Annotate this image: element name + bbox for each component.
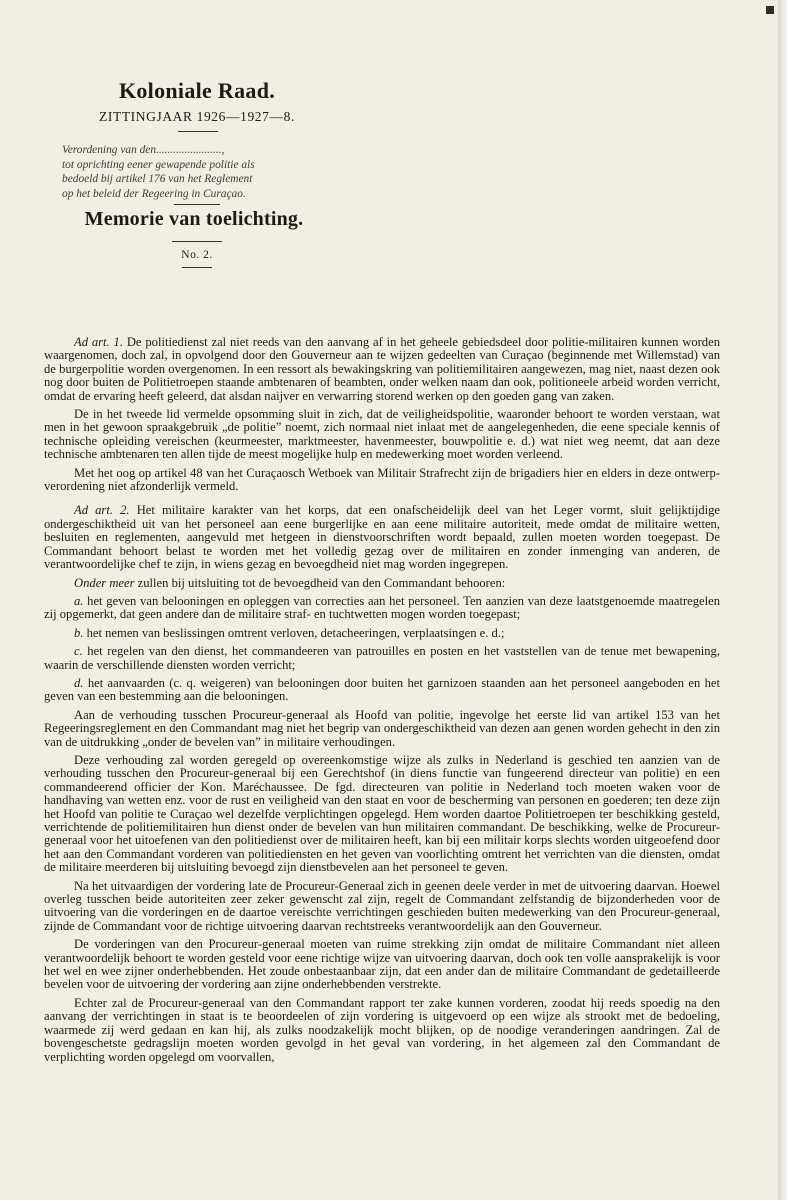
body-paragraph xyxy=(44,645,720,672)
ordinance-line: Verordening van den......................., xyxy=(62,144,225,156)
ordinance-line: bedoeld bij artikel 176 van het Reglement xyxy=(62,173,253,186)
body-paragraph xyxy=(44,880,720,934)
paragraph-lead: a. xyxy=(74,593,84,608)
paragraph-text: Het militaire karakter van het korps, dat een onafscheidelijk deel van het Leger vormt, sluit gelijktijdige ondergeschiktheid uit van het personeel aan eene burgerlijke en aan eene militaire autoriteit, mede omdat de militaire wetten, besluiten en reglementen, aangevuld met hetgeen in dienstvoorschriften wordt bepaald, zullen moeten worden toegepast. De Commandant behoort belast te worden met het volledig gezag over de militairen en zonder inmenging van anderen, de verantwoordelijke chef te zijn, in wiens gezag en bevoegdheid niet mag worden ingegrepen. xyxy=(44,503,721,572)
paragraph-lead: d. xyxy=(74,675,84,690)
paragraph-text: het geven van belooningen en opleggen van correcties aan het personeel. Ten aanzien van deze laatstgenoemde maatregelen zij opgemerkt, dat geen andere dan de militaire straf- en tuchtwetten mogen worden toegepast; xyxy=(44,593,720,622)
paragraph-text: De vorderingen van den Procureur-generaal moeten van ruime strekking zijn omdat de militaire Commandant niet alleen verantwoordelijk behoort te worden gesteld voor eene richtige wijze van uitvoering daarvan, doch ook ten volle aansprakelijk is voor het wel en wee zijner onderhebbenden. Het zoude onbestaanbaar zijn, dat een ander dan de militaire Commandant de gedetailleerde bevelen voor de uitvoering der vordering aan zijne onderhebbenden verstrekte. xyxy=(44,937,720,992)
header-rule-middle xyxy=(174,204,220,205)
body-paragraph xyxy=(44,467,720,494)
page-edge xyxy=(778,0,789,1200)
paragraph-text: zullen bij uitsluiting tot de bevoegdheid van den Commandant behooren: xyxy=(134,575,506,590)
paragraph-text: het nemen van beslissingen omtrent verloven, detacheeringen, verplaatsingen e. d.; xyxy=(83,625,505,640)
header-rule-bottom xyxy=(182,267,212,268)
body-paragraph xyxy=(44,627,720,640)
memorie-heading: Memorie van toelichting. xyxy=(84,208,304,230)
paragraph-lead: Ad art. 2. xyxy=(74,503,130,518)
header-rule-lower xyxy=(172,241,222,242)
paragraph-lead: c. xyxy=(74,644,83,659)
ordinance-title xyxy=(62,143,312,201)
body-paragraph xyxy=(44,595,720,622)
paragraph-text: Met het oog op artikel 48 van het Curaçaosch Wetboek van Militair Strafrecht zijn de brigadiers hier en elders in deze ontwerp-verordening niet afzonderlijk vermeld. xyxy=(44,465,720,494)
corner-mark xyxy=(766,6,774,14)
body-paragraph xyxy=(44,754,720,875)
session-year: ZITTINGJAAR 1926—1927—8. xyxy=(99,109,295,124)
paragraph-lead: Onder meer xyxy=(74,575,135,590)
body-paragraph xyxy=(44,336,720,403)
paragraph-text: Echter zal de Procureur-generaal van den Commandant rapport ter zake kunnen vorderen, zoodat hij reeds spoedig na den aanvang der verrichtingen in staat is te beoordeelen of zijn vordering is uitgevoerd op een wijze als strookt met de bedoeling, waarmede zij werd gedaan en kan hij, als zulks noodzakelijk mocht blijken, op de noodige veranderingen aandringen. Zal de bovengeschetste gedragslijn moeten worden gevolgd in het geval van vordering, in het algemeen zal den Commandant de verplichting worden opgelegd om voorvallen, xyxy=(44,995,720,1064)
paragraph-text: het aanvaarden (c. q. weigeren) van belooningen door buiten het garnizoen staanden aan het personeel aangeboden en het geven van een bestemming aan die belooningen. xyxy=(44,675,720,704)
body-paragraph xyxy=(44,408,720,462)
paragraph-text: De politiedienst zal niet reeds van den aanvang af in het geheele gebiedsdeel door politie-militairen kunnen worden waargenomen, doch zal, in opvolgend door den Gouverneur aan te wijzen gedeelten van Curaçao (beginnende met Willemstad) van de burgerpolitie worden overgenomen. In een ressort als bewakingskring van politiemilitairen aangewezen, mag niet, naast dezen ook nog door buiten de Politietroepen staande ambtenaren of beambten, onder welken naam dan ook, politioneele arbeid worden verricht, omdat de ervaring heeft geleerd, dat alsdan naijver en verwarring storend werken op den goeden gang van zaken. xyxy=(44,335,720,403)
document-number: No. 2. xyxy=(181,249,213,261)
paragraph-text: Aan de verhouding tusschen Procureur-generaal als Hoofd van politie, ingevolge het eerste lid van artikel 153 van het Regeeringsreglement en den Commandant mag niet het begrip van ondergeschiktheid van dezen aan genen worden gehecht in den zin van de uitdrukking „onder de bevelen van” in militaire verhoudingen. xyxy=(44,707,720,749)
body-paragraph xyxy=(44,938,720,992)
body-paragraph xyxy=(44,997,720,1064)
body-paragraph xyxy=(44,504,720,571)
paragraph-text: De in het tweede lid vermelde opsomming sluit in zich, dat de veiligheidspolitie, waaronder behoort te worden verstaan, wat men in het gewoon spraakgebruik „de politie” noemt, zich normaal niet inlaat met de aangelegenheden, die eene speciale kennis of technische opleiding vereischen (keurmeester, marktmeester, havenmeester, bouwpolitie e. d.) wat niet weg neemt, dat aan deze technische ambtenaren ten allen tijde de meest mogelijke hulp en medewerking moet worden verleend. xyxy=(44,407,720,462)
paragraph-lead: b. xyxy=(74,625,84,640)
paragraph-text: Na het uitvaardigen der vordering late de Procureur-Generaal zich in geenen deele verder in met de uitvoering daarvan. Hoewel overleg tusschen beide autoriteiten zeer zeker gewenscht zal zijn, regelt de Commandant zelfstandig de bijzonderheden voor de uitvoering van die vorderingen en de daartoe vereischte verrichtingen geschieden buiten medewerking van den Procureur-generaal, zijnde de Commandant voor de richtige uitvoering daarvan rechtstreeks verantwoordelijk aan den Gouverneur. xyxy=(44,878,720,933)
ordinance-line: op het beleid der Regeering in Curaçao. xyxy=(62,187,246,200)
paragraph-lead: Ad art. 1. xyxy=(74,335,123,349)
body-paragraph xyxy=(44,677,720,704)
header-rule-top xyxy=(178,131,218,132)
council-title: Koloniale Raad. xyxy=(118,78,276,103)
document-body xyxy=(44,336,720,1069)
paragraph-text: het regelen van den dienst, het commandeeren van patrouilles en posten en het vaststellen van de tenue met bewapening, waarin de verschillende diensten worden verricht; xyxy=(44,644,720,672)
body-paragraph xyxy=(44,709,720,749)
ordinance-line: tot oprichting eener gewapende politie als xyxy=(62,158,255,171)
body-paragraph xyxy=(44,577,720,590)
paragraph-text: Deze verhouding zal worden geregeld op overeenkomstige wijze als zulks in Nederland is geschied ten aanzien van de verhouding tusschen den Procureur-generaal bij een Gerechtshof (in diens functie van fungeerend directeur van politie) en een commandeerend officier der Kon. Maréchaussee. De fgd. directeuren van politie in Nederland toch moeten waken voor de handhaving van wetten enz. voor de rust en veiligheid van den staat en voor de bescherming van personen en goederen; ten deze zijn het Hoofd van politie te Curaçao wel dezelfde verplichtingen opgelegd. Hem worden daartoe Politietroepen ter beschikking gesteld, verrichtende de politiemilitairen hun dienst onder de bevelen van hun militairen commandant. De beschikking, welke de Procureur-generaal voor het uitoefenen van den politiedienst over de militairen heeft, kan bij een militair korps slechts worden uitgeoefend door het aan den Commandant vorderen van politiediensten en het geven van voorlichting omtrent het verrichten van die diensten, omdat de militaire meerderen bij uitsluiting bevoegd zijn dienstbevelen aan het personeel te geven. xyxy=(44,752,720,875)
